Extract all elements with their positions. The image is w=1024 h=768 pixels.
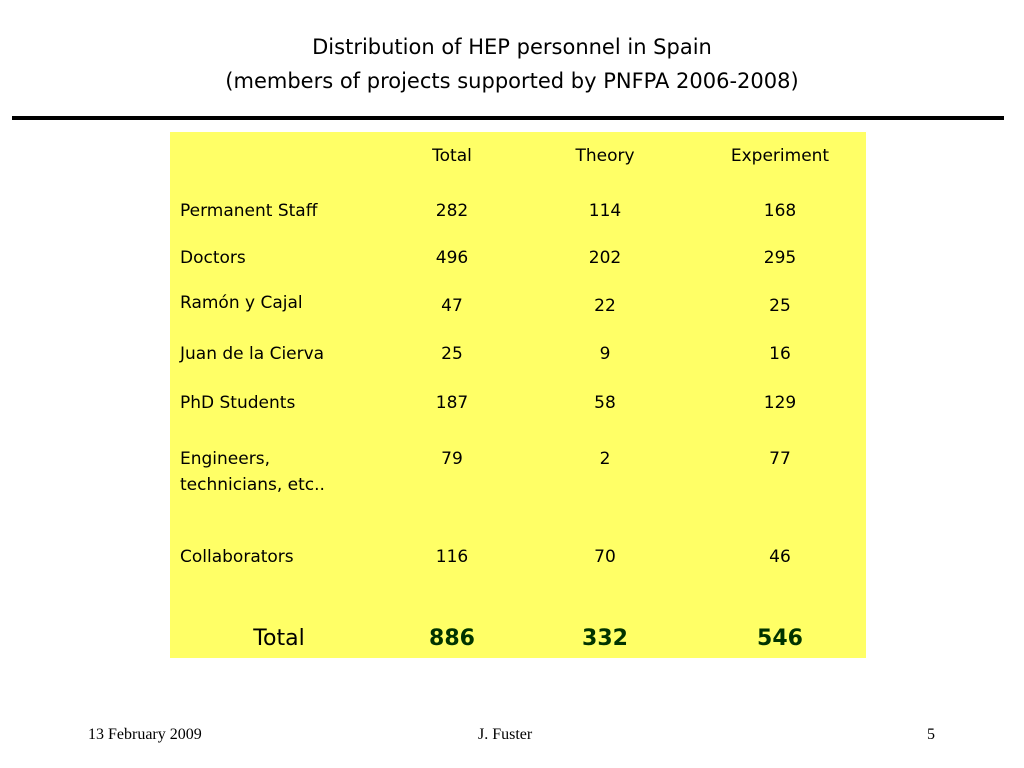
page-number: 5 — [927, 726, 935, 743]
row-total: 79 — [441, 449, 463, 469]
row-total: 187 — [435, 393, 469, 413]
row-label: Doctors — [180, 248, 246, 268]
footer-date: 13 February 2009 — [88, 726, 202, 743]
title-line-2: (members of projects supported by PNFPA 2006-2008) — [225, 69, 799, 93]
slide-title — [0, 30, 1024, 98]
header-theory: Theory — [575, 146, 635, 166]
title-divider — [12, 116, 1004, 120]
theory-total: 332 — [582, 626, 628, 651]
row-label-line-2: technicians, etc.. — [180, 475, 325, 495]
experiment-total: 546 — [757, 626, 803, 651]
row-theory: 202 — [588, 248, 622, 268]
row-experiment: 25 — [769, 296, 791, 316]
footer-author: J. Fuster — [478, 726, 533, 743]
row-experiment: 168 — [763, 201, 797, 221]
row-label: Juan de la Cierva — [180, 344, 325, 364]
total-row-label: Total — [253, 626, 305, 651]
row-total: 496 — [435, 248, 469, 268]
row-experiment: 129 — [763, 393, 797, 413]
grand-total: 886 — [429, 626, 475, 651]
row-theory: 9 — [599, 344, 611, 364]
row-theory: 70 — [594, 547, 616, 567]
row-total: 25 — [441, 344, 463, 364]
row-theory: 2 — [599, 449, 611, 469]
row-experiment: 295 — [763, 248, 797, 268]
row-theory: 22 — [594, 296, 616, 316]
row-label: Collaborators — [180, 547, 294, 567]
row-experiment: 77 — [769, 449, 791, 469]
header-experiment: Experiment — [730, 146, 830, 166]
row-experiment: 46 — [769, 547, 791, 567]
row-label: PhD Students — [180, 393, 296, 413]
row-theory: 58 — [594, 393, 616, 413]
row-total: 116 — [435, 547, 469, 567]
row-experiment: 16 — [769, 344, 791, 364]
row-label-line-1: Engineers, — [180, 449, 270, 469]
row-label — [180, 446, 400, 498]
row-total: 282 — [435, 201, 469, 221]
row-theory: 114 — [588, 201, 622, 221]
personnel-table — [170, 132, 866, 658]
header-total: Total — [432, 146, 472, 166]
title-line-1: Distribution of HEP personnel in Spain — [312, 35, 712, 59]
row-label: Ramón y Cajal — [180, 293, 303, 313]
row-total: 47 — [441, 296, 463, 316]
row-label: Permanent Staff — [180, 201, 318, 221]
